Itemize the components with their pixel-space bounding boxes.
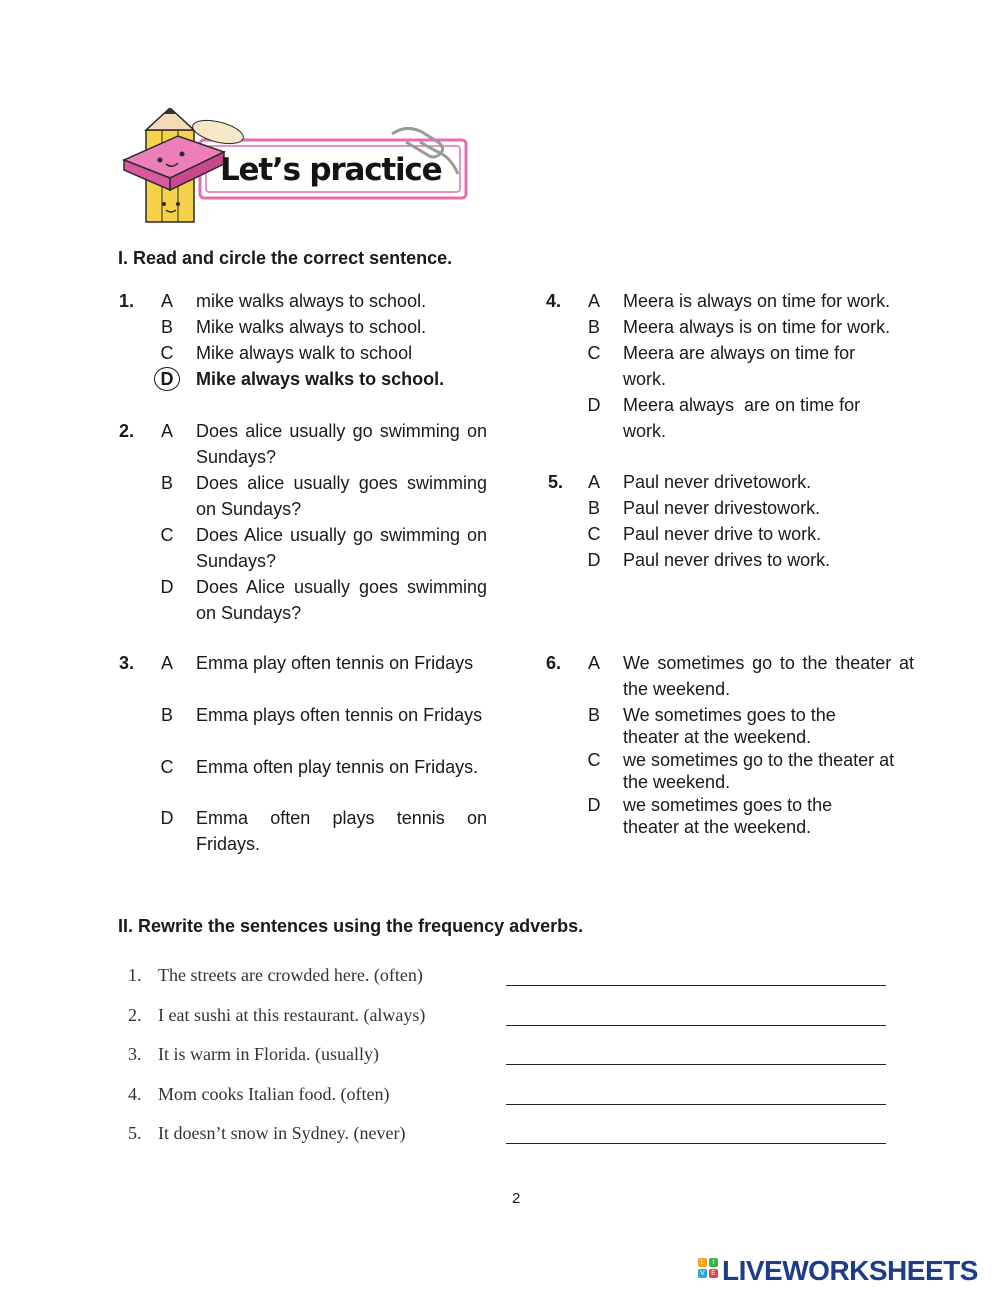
option-text: Meera is always on time for work. [623,291,891,311]
option-text: Meera always are on time for work. [623,395,866,441]
answer-line-4[interactable] [506,1104,886,1105]
item-number: 4. [128,1084,142,1104]
answer-line-5[interactable] [506,1143,886,1144]
option-letter: B [160,473,173,493]
option-text: Does alice usually go swimming on Sundays? [196,421,487,467]
option-letter: D [160,808,174,828]
question-number: 6. [546,653,562,673]
option-letter: C [587,343,601,363]
option-text: Does Alice usually go swimming on Sundays? [196,525,487,571]
option-letter: C [587,750,601,770]
answer-line-3[interactable] [506,1064,886,1065]
option-text: Does Alice usually goes swimming on Sundays? [196,577,487,623]
item-number: 3. [128,1044,142,1064]
option-letter: D [587,395,601,415]
option-letter: A [587,653,600,673]
option-text: Mike walks always to school. [196,317,427,337]
option-text: Mike always walks to school. [196,369,445,389]
option-text: we sometimes go to the theater at the weekend. [623,750,895,792]
question-number: 5. [548,472,564,492]
option-text: Emma play often tennis on Fridays [196,653,474,673]
option-text: We sometimes go to the theater at the weekend. [623,653,914,699]
item-text: It doesn’t snow in Sydney. (never) [158,1123,406,1143]
option-text: Does alice usually goes swimming on Sundays? [196,473,487,519]
option-letter: C [160,757,174,777]
option-letter: A [160,291,173,311]
option-letter: A [160,421,173,441]
option-text: Emma often play tennis on Fridays. [196,757,479,777]
item-number: 1. [128,965,142,985]
brand-letter: L [698,1258,707,1267]
brand-letter: E [709,1269,718,1278]
option-text: mike walks always to school. [196,291,427,311]
answer-line-1[interactable] [506,985,886,986]
option-letter: B [160,317,173,337]
option-text: Mike always walk to school [196,343,413,363]
question-number: 1. [119,291,135,311]
option-letter: D [160,369,174,389]
option-text: Meera are always on time for work. [623,343,856,389]
section-2-title: II. Rewrite the sentences using the frequency adverbs. [118,916,584,936]
question-number: 4. [546,291,562,311]
page-number: 2 [512,1190,521,1207]
option-letter: A [160,653,173,673]
option-letter: C [160,343,174,363]
option-letter: B [587,498,600,518]
option-letter: D [160,577,174,597]
question-number: 3. [119,653,135,673]
option-text: Meera always is on time for work. [623,317,891,337]
option-letter: D [587,550,601,570]
option-letter: C [587,524,601,544]
option-text: Paul never drives to work. [623,550,831,570]
item-text: I eat sushi at this restaurant. (always) [158,1005,426,1025]
option-letter: A [587,472,600,492]
banner-title: Let’s practice [220,152,442,188]
option-letter: D [587,795,601,815]
item-number: 5. [128,1123,142,1143]
option-letter: B [587,705,600,725]
option-text: Paul never drivestowork. [623,498,821,518]
option-text: Emma plays often tennis on Fridays [196,705,483,725]
option-text: Paul never drive to work. [623,524,822,544]
option-text: We sometimes goes to the theater at the weekend. [623,705,836,747]
brand-letter: I [709,1258,718,1267]
option-letter: B [160,705,173,725]
item-number: 2. [128,1005,142,1025]
option-text: Emma often plays tennis on Fridays. [196,808,487,854]
option-letter: C [160,525,174,545]
option-text: Paul never drivetowork. [623,472,812,492]
brand-letter: V [698,1269,707,1278]
question-number: 2. [119,421,135,441]
section-1-title: I. Read and circle the correct sentence. [118,248,453,268]
item-text: The streets are crowded here. (often) [158,965,423,985]
item-text: Mom cooks Italian food. (often) [158,1084,390,1104]
answer-line-2[interactable] [506,1025,886,1026]
option-letter: A [587,291,600,311]
option-text: we sometimes goes to the theater at the weekend. [623,795,833,837]
option-letter: B [587,317,600,337]
item-text: It is warm in Florida. (usually) [158,1044,379,1064]
brand-text: LIVEWORKSHEETS [722,1255,978,1286]
